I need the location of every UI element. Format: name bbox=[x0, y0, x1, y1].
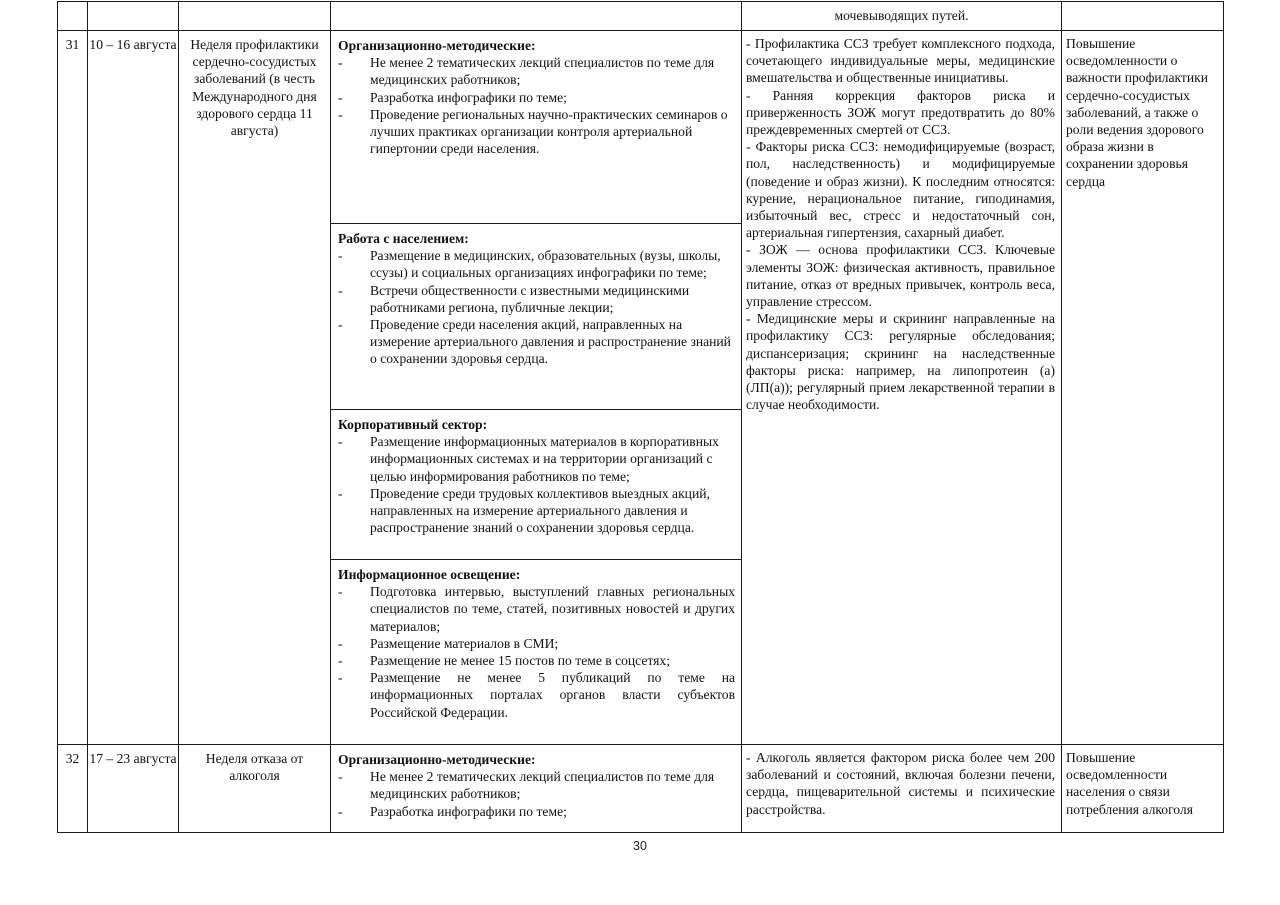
section-org-methodical bbox=[331, 745, 742, 833]
section-title: Корпоративный сектор: bbox=[338, 417, 488, 432]
cell-messages bbox=[742, 2, 1062, 31]
section-title: Организационно-методические: bbox=[338, 38, 536, 53]
row-dates bbox=[88, 745, 179, 833]
cell-activities bbox=[331, 2, 742, 31]
list-item: - Проведение среди населения акций, направленных на измерение артериального давления и распространение знаний о сохранении здоровья сердца. bbox=[338, 317, 731, 367]
cell-outcome bbox=[1062, 2, 1224, 31]
section-title: Информационное освещение: bbox=[338, 567, 521, 582]
cell-event bbox=[179, 2, 331, 31]
row-key-messages bbox=[742, 31, 1062, 745]
table-row bbox=[58, 31, 1224, 224]
row-dates-text: 10 – 16 августа bbox=[89, 37, 177, 52]
section-title: Работа с населением: bbox=[338, 231, 469, 246]
table-row bbox=[58, 745, 1224, 833]
message-tail: мочевыводящих путей. bbox=[834, 8, 969, 23]
row-outcome: Повышение осведомленности о важности профилактики сердечно-сосудистых заболеваний, а также о роли ведения здорового образа жизни в сохранении здоровья сердца bbox=[1062, 31, 1224, 745]
message-item: - Факторы риска ССЗ: немодифицируемые (возраст, пол, наследственность) и модифицируемые (поведение и образ жизни). К последним относятся: курение, нерациональное питание, гиподинамия, избыточный вес, стресс и недостаточный сон, артериальная гипертензия, сахарный диабет. bbox=[746, 139, 1055, 241]
list-item: - Размещение в медицинских, образовательных (вузы, школы, ссузы) и социальных организациях инфографики по теме; bbox=[338, 248, 721, 281]
message-item: - ЗОЖ — основа профилактики ССЗ. Ключевые элементы ЗОЖ: физическая активность, правильное питание, отказ от вредных привычек, контроль веса, управление стрессом. bbox=[746, 242, 1055, 310]
list-item: - Размещение материалов в СМИ; bbox=[338, 635, 559, 651]
list-item: - Встречи общественности с известными медицинскими работниками региона, публичные лекции; bbox=[338, 282, 690, 315]
section-population bbox=[331, 224, 742, 410]
cell-dates bbox=[88, 2, 179, 31]
list-item: - Размещение информационных материалов в корпоративных информационных системах и на территории организаций с целью информирования работников по теме; bbox=[338, 434, 719, 484]
list-item: - Разработка инфографики по теме; bbox=[338, 803, 567, 819]
section-corporate bbox=[331, 410, 742, 560]
row-key-messages bbox=[742, 745, 1062, 833]
list-item: - Подготовка интервью, выступлений главных региональных специалистов по теме, статей, позитивных новостей и других материалов; bbox=[338, 584, 735, 634]
message-item: - Медицинские меры и скрининг направленные на профилактику ССЗ: регулярные обследования; диспансеризация; скрининг на наследственные факторы риска: например, на липопротеин (а) (ЛП(а)); регулярный прием лекарственной терапии в случае необходимости. bbox=[746, 311, 1055, 413]
message-item: - Алкоголь является фактором риска более чем 200 заболеваний и состояний, включая болезни печени, сердца, пищеварительной системы и психические расстройства. bbox=[746, 750, 1055, 817]
row-number: 32 bbox=[58, 745, 88, 833]
list-item: - Разработка инфографики по теме; bbox=[338, 89, 567, 105]
list-item: - Размещение не менее 15 постов по теме в соцсетях; bbox=[338, 653, 671, 669]
list-item: - Проведение среди трудовых коллективов выездных акций, направленных на измерение артериального давления и распространение знаний о сохранении здоровья сердца. bbox=[338, 485, 710, 536]
cell-num bbox=[58, 2, 88, 31]
list-item: - Размещение не менее 5 публикаций по теме на информационных порталах органов власти субъектов Российской Федерации. bbox=[338, 670, 735, 720]
row-event: Неделя профилактики сердечно-сосудистых заболеваний (в честь Международного дня здорового сердца 11 августа) bbox=[179, 31, 331, 745]
section-org-methodical bbox=[331, 31, 742, 224]
list-item: - Проведение региональных научно-практических семинаров о лучших практиках организации контроля артериальной гипертонии среди населения. bbox=[338, 106, 728, 157]
page-number: 30 bbox=[633, 839, 647, 853]
section-media bbox=[331, 560, 742, 745]
message-item: - Профилактика ССЗ требует комплексного подхода, сочетающего индивидуальные меры, медицинские вмешательства и общественные инициативы. bbox=[746, 36, 1055, 86]
list-item: - Не менее 2 тематических лекций специалистов по теме для медицинских работников; bbox=[338, 769, 715, 802]
row-outcome: Повышение осведомленности населения о связи потребления алкоголя bbox=[1062, 745, 1224, 833]
plan-table bbox=[57, 1, 1224, 833]
row-number: 31 bbox=[58, 31, 88, 745]
row-event: Неделя отказа от алкоголя bbox=[179, 745, 331, 833]
section-title: Организационно-методические: bbox=[338, 752, 536, 767]
message-item: - Ранняя коррекция факторов риска и приверженность ЗОЖ могут предотвратить до 80% преждевременных смертей от ССЗ. bbox=[746, 87, 1055, 138]
row-dates bbox=[88, 31, 179, 745]
row-dates-text: 17 – 23 августа bbox=[89, 751, 177, 766]
table-row-continuation bbox=[58, 2, 1224, 31]
list-item: - Не менее 2 тематических лекций специалистов по теме для медицинских работников; bbox=[338, 55, 715, 88]
